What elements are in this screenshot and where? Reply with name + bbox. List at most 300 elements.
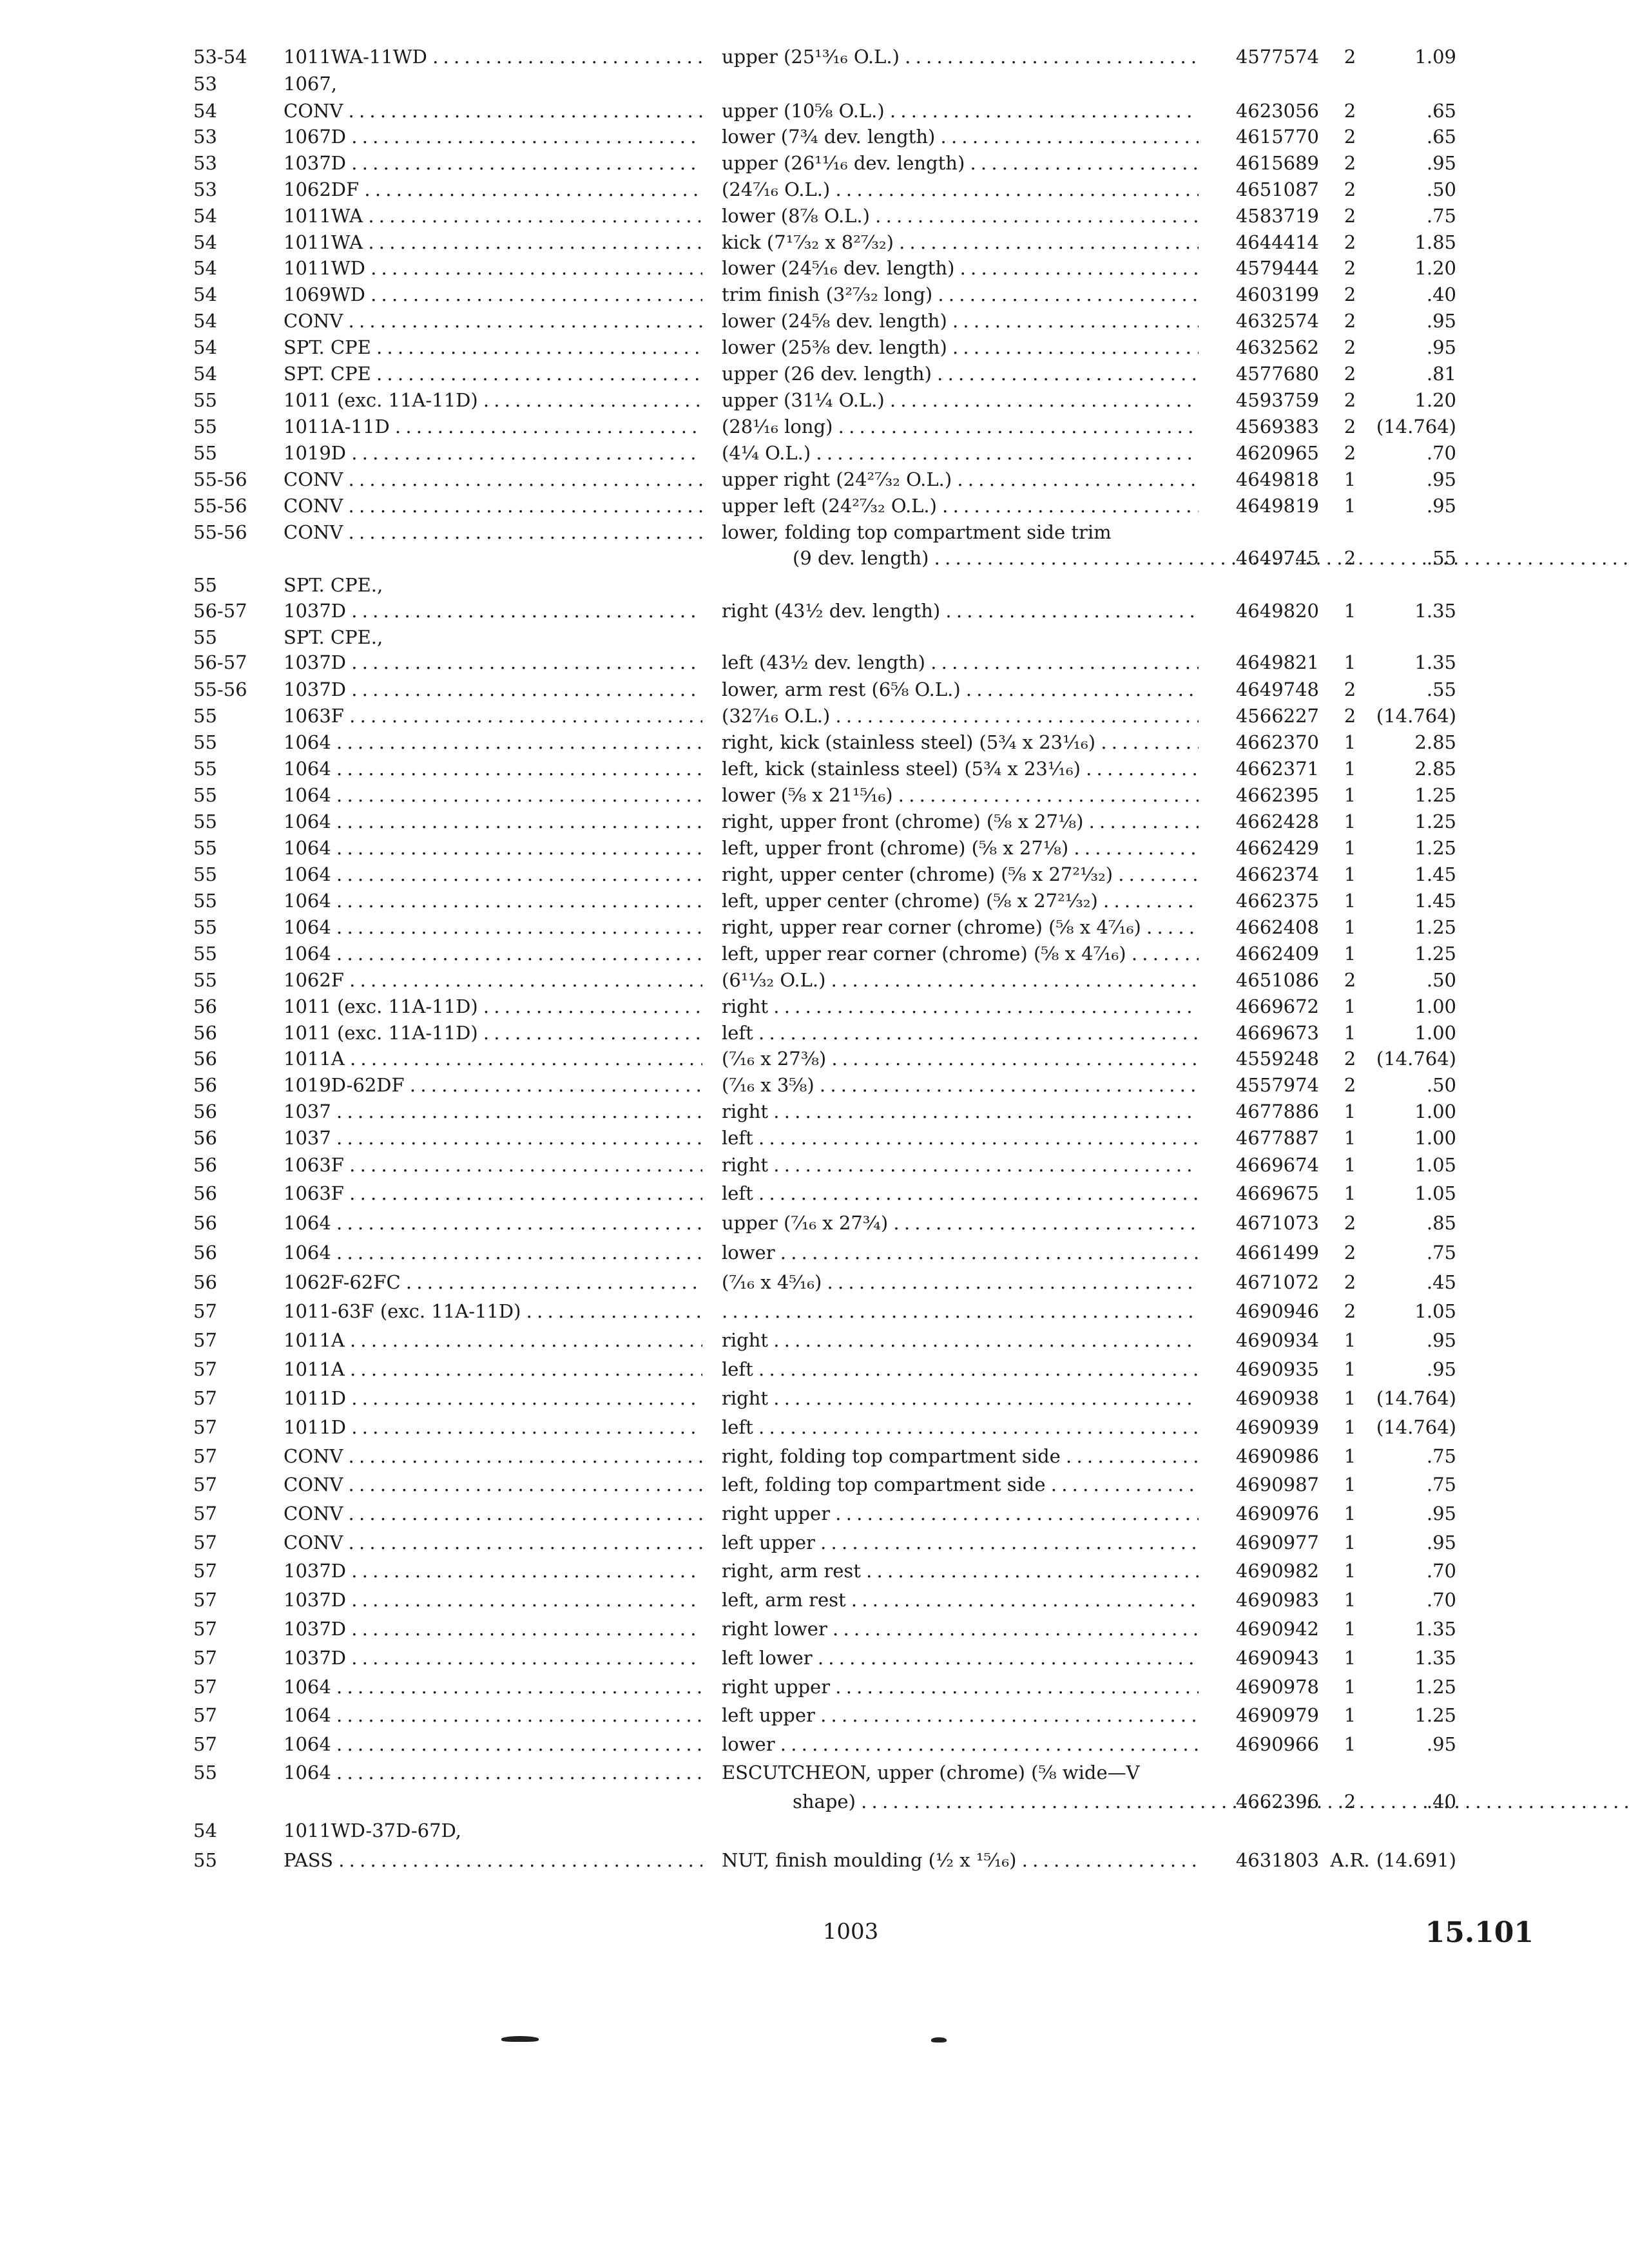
description-cell: (4¹⁄₄ O.L.) . . . [722,439,1199,467]
parts-row [0,386,1629,414]
part-number-cell: 4649745 [1235,547,1319,569]
parts-row [0,597,1629,625]
description-cell: upper (25¹³⁄₁₆ O.L.) . . . [722,43,1199,71]
part-number-cell: 4669674 [1235,1154,1319,1176]
quantity-cell: 2 [1344,1074,1356,1096]
part-number-cell: 4577574 [1235,46,1319,68]
parts-row [0,1413,1629,1441]
year-cell: 55 [193,943,217,965]
parts-row [0,122,1629,151]
price-cell: (14.691) [1376,1849,1456,1871]
quantity-cell: 2 [1344,1242,1356,1264]
description-cell: upper (⁷⁄₁₆ x 27³⁄₄) . . . [722,1209,1199,1237]
year-cell: 55 [193,1849,217,1871]
quantity-cell: 2 [1344,100,1356,122]
part-number-cell: 4651087 [1235,178,1319,200]
quantity-cell: 1 [1344,1445,1356,1467]
model-cell: 1037D . . . [284,1615,702,1643]
year-cell: 53 [193,152,217,174]
parts-row [0,571,1629,599]
model-cell: 1062F . . . [284,966,702,994]
description-cell: right (43¹⁄₂ dev. length) . . . [722,597,1199,625]
parts-row [0,1238,1629,1267]
price-cell: 1.00 [1414,995,1456,1017]
part-number-cell: 4649820 [1235,600,1319,622]
price-cell: .95 [1426,1503,1456,1524]
part-number-cell: 4620965 [1235,442,1319,464]
year-cell: 55 [193,442,217,464]
part-number-cell: 4623056 [1235,100,1319,122]
quantity-cell: 2 [1344,363,1356,385]
model-cell: 1037D . . . [284,1557,702,1585]
model-cell: 1011WD-37D-67D, [284,1820,462,1841]
year-cell: 56 [193,1242,217,1264]
parts-row [0,1355,1629,1383]
parts-row [0,518,1629,546]
year-cell: 57 [193,1647,217,1669]
price-cell: 1.45 [1414,863,1456,885]
description-cell: (⁷⁄₁₆ x 4⁵⁄₁₆) . . . [722,1268,1199,1296]
model-cell: 1064 . . . [284,1673,702,1701]
quantity-cell: 2 [1344,547,1356,569]
model-cell: 1064 . . . [284,939,702,968]
quantity-cell: 1 [1344,837,1356,859]
price-cell: .65 [1426,126,1456,148]
model-cell: 1011WD . . . [284,254,702,282]
description-cell: right upper . . . [722,1499,1199,1528]
parts-row [0,728,1629,756]
year-cell: 57 [193,1589,217,1611]
price-cell: .55 [1426,547,1456,569]
description-cell: ESCUTCHEON, upper (chrome) (⁵⁄₈ wide—V [722,1762,1140,1783]
year-cell: 57 [193,1300,217,1322]
model-cell: CONV . . . [284,518,702,546]
description-cell: shape) . . . [793,1787,1199,1816]
price-cell: 1.25 [1414,1704,1456,1726]
description-cell: right upper . . . [722,1673,1199,1701]
description-cell: upper (26 dev. length) . . . [722,360,1199,388]
price-cell: .75 [1426,1242,1456,1264]
description-cell: right . . . [722,1326,1199,1354]
year-cell: 53 [193,178,217,200]
parts-row [0,1528,1629,1557]
model-cell: 1011D . . . [284,1413,702,1441]
description-cell: left, upper front (chrome) (⁵⁄₈ x 27¹⁄₈) . . . [722,834,1199,862]
quantity-cell: 2 [1344,1300,1356,1322]
quantity-cell: 1 [1344,784,1356,806]
price-cell: .95 [1426,1329,1456,1351]
price-cell: 2.85 [1414,758,1456,780]
price-cell: .95 [1426,468,1456,490]
model-cell: 1064 . . . [284,913,702,941]
year-cell: 56 [193,1074,217,1096]
year-cell: 56 [193,1154,217,1176]
model-cell: 1062F-62FC . . . [284,1268,702,1296]
parts-row [0,97,1629,125]
parts-row [0,1209,1629,1237]
part-number-cell: 4690939 [1235,1416,1319,1438]
model-cell: 1037D . . . [284,1586,702,1614]
price-cell: .70 [1426,1589,1456,1611]
description-cell: right, arm rest . . . [722,1557,1199,1585]
part-number-cell: 4690986 [1235,1445,1319,1467]
parts-row [0,807,1629,836]
price-cell: .75 [1426,205,1456,227]
description-cell: lower (7³⁄₄ dev. length) . . . [722,122,1199,151]
year-cell: 55 [193,574,217,596]
quantity-cell: 1 [1344,1127,1356,1149]
part-number-cell: 4690976 [1235,1503,1319,1524]
parts-row [0,1268,1629,1296]
quantity-cell: 1 [1344,916,1356,938]
quantity-cell: 2 [1344,705,1356,727]
quantity-cell: 1 [1344,1100,1356,1122]
part-number-cell: 4579444 [1235,257,1319,279]
part-number-cell: 4662374 [1235,863,1319,885]
part-number-cell: 4662428 [1235,811,1319,832]
part-number-cell: 4557974 [1235,1074,1319,1096]
model-cell: 1011 (exc. 11A-11D) . . . [284,992,702,1021]
part-number-cell: 4690979 [1235,1704,1319,1726]
price-cell: 2.85 [1414,731,1456,753]
parts-row [0,465,1629,494]
part-number-cell: 4690934 [1235,1329,1319,1351]
description-cell: left, folding top compartment side . . . [722,1470,1199,1499]
year-cell: 54 [193,100,217,122]
price-cell: 1.20 [1414,257,1456,279]
part-number-cell: 4662375 [1235,890,1319,912]
year-cell: 57 [193,1676,217,1698]
model-cell: 1011A . . . [284,1044,702,1073]
quantity-cell: 2 [1344,1212,1356,1234]
description-cell: left . . . [722,1124,1199,1152]
parts-row [0,1124,1629,1152]
quantity-cell: 1 [1344,811,1356,832]
year-cell: 55 [193,1762,217,1783]
price-cell: .75 [1426,1474,1456,1495]
parts-row [0,623,1629,651]
parts-row [0,1701,1629,1729]
year-cell: 54 [193,363,217,385]
part-number-cell: 4661499 [1235,1242,1319,1264]
year-cell: 56 [193,1271,217,1293]
part-number-cell: 4671072 [1235,1271,1319,1293]
part-number-cell: 4669673 [1235,1022,1319,1044]
quantity-cell: 2 [1344,257,1356,279]
quantity-cell: 2 [1344,152,1356,174]
parts-row [0,754,1629,783]
part-number-cell: 4677886 [1235,1100,1319,1122]
part-number-cell: 4690983 [1235,1589,1319,1611]
price-cell: .50 [1426,969,1456,991]
model-cell: 1011D . . . [284,1384,702,1412]
quantity-cell: 1 [1344,1532,1356,1553]
quantity-cell: 2 [1344,231,1356,253]
year-cell: 57 [193,1387,217,1409]
quantity-cell: 2 [1344,205,1356,227]
part-number-cell: 4559248 [1235,1048,1319,1070]
parts-row [0,544,1629,572]
model-cell: 1063F . . . [284,1179,702,1207]
model-cell: 1063F . . . [284,1151,702,1179]
part-number-cell: 4649748 [1235,678,1319,700]
price-cell: .55 [1426,678,1456,700]
quantity-cell: 1 [1344,1182,1356,1204]
price-cell: .81 [1426,363,1456,385]
model-cell: 1011WA-11WD . . . [284,43,702,71]
part-number-cell: 4690966 [1235,1733,1319,1755]
year-cell: 55-56 [193,678,247,700]
description-cell: (24⁷⁄₁₆ O.L.) . . . [722,175,1199,204]
parts-row [0,834,1629,862]
year-cell: 57 [193,1329,217,1351]
year-cell: 54 [193,1820,217,1841]
price-cell: 1.35 [1414,1647,1456,1669]
description-cell: left . . . [722,1179,1199,1207]
parts-row [0,439,1629,467]
price-cell: 1.25 [1414,943,1456,965]
year-cell: 55 [193,811,217,832]
description-cell: right, kick (stainless steel) (5³⁄₄ x 23¹⁄₁₆) . . . [722,728,1199,756]
year-cell: 57 [193,1618,217,1640]
model-cell: 1037D . . . [284,1644,702,1672]
price-cell: .70 [1426,1560,1456,1582]
quantity-cell: 2 [1344,336,1356,358]
description-cell: right lower . . . [722,1615,1199,1643]
parts-row [0,43,1629,71]
parts-row [0,360,1629,388]
parts-row [0,175,1629,204]
model-cell: 1062DF . . . [284,175,702,204]
price-cell: 1.20 [1414,389,1456,411]
quantity-cell: 2 [1344,678,1356,700]
year-cell: 55 [193,784,217,806]
year-cell: 56 [193,995,217,1017]
model-cell: 1011WA . . . [284,202,702,230]
year-cell: 56 [193,1127,217,1149]
model-cell: 1064 . . . [284,1209,702,1237]
quantity-cell: 1 [1344,1416,1356,1438]
description-cell: left, arm rest . . . [722,1586,1199,1614]
model-cell: CONV . . . [284,492,702,520]
part-number-cell: 4662395 [1235,784,1319,806]
price-cell: 1.05 [1414,1300,1456,1322]
parts-row [0,202,1629,230]
scan-smudge [501,2036,539,2042]
model-cell: CONV . . . [284,1442,702,1470]
price-cell: 1.00 [1414,1022,1456,1044]
quantity-cell: 1 [1344,1387,1356,1409]
part-number-cell: 4669675 [1235,1182,1319,1204]
description-cell: left upper . . . [722,1701,1199,1729]
parts-row [0,307,1629,335]
model-cell: 1064 . . . [284,860,702,889]
description-cell: right, upper front (chrome) (⁵⁄₈ x 27¹⁄₈) . . . [722,807,1199,836]
part-number-cell: 4671073 [1235,1212,1319,1234]
description-cell [722,1297,1199,1325]
description-cell: left . . . [722,1413,1199,1441]
quantity-cell: 2 [1344,1791,1356,1812]
part-number-cell: 4662408 [1235,916,1319,938]
parts-row [0,70,1629,98]
description-cell: right, folding top compartment side . . . [722,1442,1199,1470]
model-cell: 1011A-11D . . . [284,412,702,441]
price-cell: 1.35 [1414,651,1456,673]
quantity-cell: 1 [1344,943,1356,965]
part-number-cell: 4662396 [1235,1791,1319,1812]
parts-row [0,675,1629,704]
quantity-cell: 1 [1344,995,1356,1017]
part-number-cell: 4569383 [1235,416,1319,437]
year-cell: 57 [193,1445,217,1467]
parts-row [0,492,1629,520]
model-cell: 1011A . . . [284,1355,702,1383]
year-cell: 57 [193,1704,217,1726]
part-number-cell: 4631803 [1235,1849,1319,1871]
price-cell: 1.09 [1414,46,1456,68]
parts-row [0,1470,1629,1499]
price-cell: 1.45 [1414,890,1456,912]
price-cell: .70 [1426,442,1456,464]
parts-row [0,648,1629,677]
quantity-cell: 2 [1344,126,1356,148]
description-cell: lower . . . [722,1730,1199,1758]
part-number-cell: 4651086 [1235,969,1319,991]
parts-row [0,1179,1629,1207]
model-cell: 1064 . . . [284,728,702,756]
part-number-cell: 4690938 [1235,1387,1319,1409]
part-number-cell: 4593759 [1235,389,1319,411]
price-cell: .65 [1426,100,1456,122]
quantity-cell: 1 [1344,1358,1356,1380]
year-cell: 55 [193,837,217,859]
parts-row [0,1758,1629,1787]
description-cell: lower, folding top compartment side trim [722,521,1112,543]
description-cell: left (43¹⁄₂ dev. length) . . . [722,648,1199,677]
part-number-cell: 4603199 [1235,284,1319,305]
parts-row [0,887,1629,915]
part-number-cell: 4615689 [1235,152,1319,174]
part-number-cell: 4690978 [1235,1676,1319,1698]
year-cell: 55 [193,389,217,411]
quantity-cell: 1 [1344,890,1356,912]
model-cell: 1011A . . . [284,1326,702,1354]
part-number-cell: 4662409 [1235,943,1319,965]
price-cell: (14.764) [1376,1048,1456,1070]
quantity-cell: 1 [1344,600,1356,622]
price-cell: (14.764) [1376,1416,1456,1438]
price-cell: .95 [1426,1358,1456,1380]
description-cell: upper left (24²⁷⁄₃₂ O.L.) . . . [722,492,1199,520]
quantity-cell: 1 [1344,1647,1356,1669]
description-cell: lower (24⁵⁄₈ dev. length) . . . [722,307,1199,335]
part-number-cell: 4649818 [1235,468,1319,490]
description-cell: (9 dev. length) . . . [793,544,1199,572]
year-cell: 56-57 [193,651,247,673]
parts-row [0,1151,1629,1179]
description-cell: upper right (24²⁷⁄₃₂ O.L.) . . . [722,465,1199,494]
description-cell: right . . . [722,992,1199,1021]
price-cell: (14.764) [1376,416,1456,437]
model-cell: CONV . . . [284,1528,702,1557]
parts-row [0,1499,1629,1528]
parts-row [0,781,1629,809]
model-cell: 1011 (exc. 11A-11D) . . . [284,386,702,414]
parts-row [0,913,1629,941]
scan-smudge [931,2037,947,2042]
year-cell: 54 [193,205,217,227]
description-cell: left upper . . . [722,1528,1199,1557]
quantity-cell: 2 [1344,310,1356,332]
year-cell: 55 [193,863,217,885]
price-cell: .40 [1426,284,1456,305]
year-cell: 54 [193,336,217,358]
quantity-cell: 2 [1344,969,1356,991]
part-number-cell: 4690946 [1235,1300,1319,1322]
model-cell: 1067D . . . [284,122,702,151]
model-cell: 1011WA . . . [284,228,702,256]
part-number-cell: 4649819 [1235,495,1319,517]
year-cell: 55 [193,890,217,912]
price-cell: 1.05 [1414,1182,1456,1204]
description-cell: lower (⁵⁄₈ x 21¹⁵⁄₁₆) . . . [722,781,1199,809]
parts-row [0,992,1629,1021]
parts-row [0,412,1629,441]
model-cell: 1037D . . . [284,597,702,625]
description-cell: right . . . [722,1384,1199,1412]
parts-row [0,149,1629,177]
year-cell: 55 [193,969,217,991]
model-cell: 1037D . . . [284,149,702,177]
year-cell: 57 [193,1532,217,1553]
part-number-cell: 4566227 [1235,705,1319,727]
price-cell: 1.00 [1414,1100,1456,1122]
model-cell: 1064 . . . [284,887,702,915]
year-cell: 57 [193,1416,217,1438]
parts-row [0,1044,1629,1073]
year-cell: 55 [193,758,217,780]
model-cell: 1064 . . . [284,754,702,783]
description-cell: left . . . [722,1019,1199,1047]
quantity-cell: 1 [1344,731,1356,753]
price-cell: 1.25 [1414,916,1456,938]
price-cell: .75 [1426,1445,1456,1467]
part-number-cell: 4669672 [1235,995,1319,1017]
year-cell: 54 [193,231,217,253]
model-cell: CONV . . . [284,307,702,335]
price-cell: 1.25 [1414,784,1456,806]
quantity-cell: 1 [1344,468,1356,490]
model-cell: SPT. CPE . . . [284,360,702,388]
description-cell: lower (8⁷⁄₈ O.L.) . . . [722,202,1199,230]
year-cell: 54 [193,284,217,305]
description-cell: right, upper rear corner (chrome) (⁵⁄₈ x 4⁷⁄₁₆) . . . [722,913,1199,941]
description-cell: lower (24⁵⁄₁₆ dev. length) . . . [722,254,1199,282]
description-cell: (28¹⁄₁₆ long) . . . [722,412,1199,441]
description-cell: right . . . [722,1151,1199,1179]
model-cell: 1064 . . . [284,1730,702,1758]
year-cell: 54 [193,310,217,332]
parts-row [0,860,1629,889]
quantity-cell: 1 [1344,863,1356,885]
year-cell: 57 [193,1733,217,1755]
part-number-cell: 4632562 [1235,336,1319,358]
parts-row [0,280,1629,309]
parts-row [0,1384,1629,1412]
description-cell: left . . . [722,1355,1199,1383]
year-cell: 55 [193,626,217,648]
quantity-cell: 1 [1344,1022,1356,1044]
